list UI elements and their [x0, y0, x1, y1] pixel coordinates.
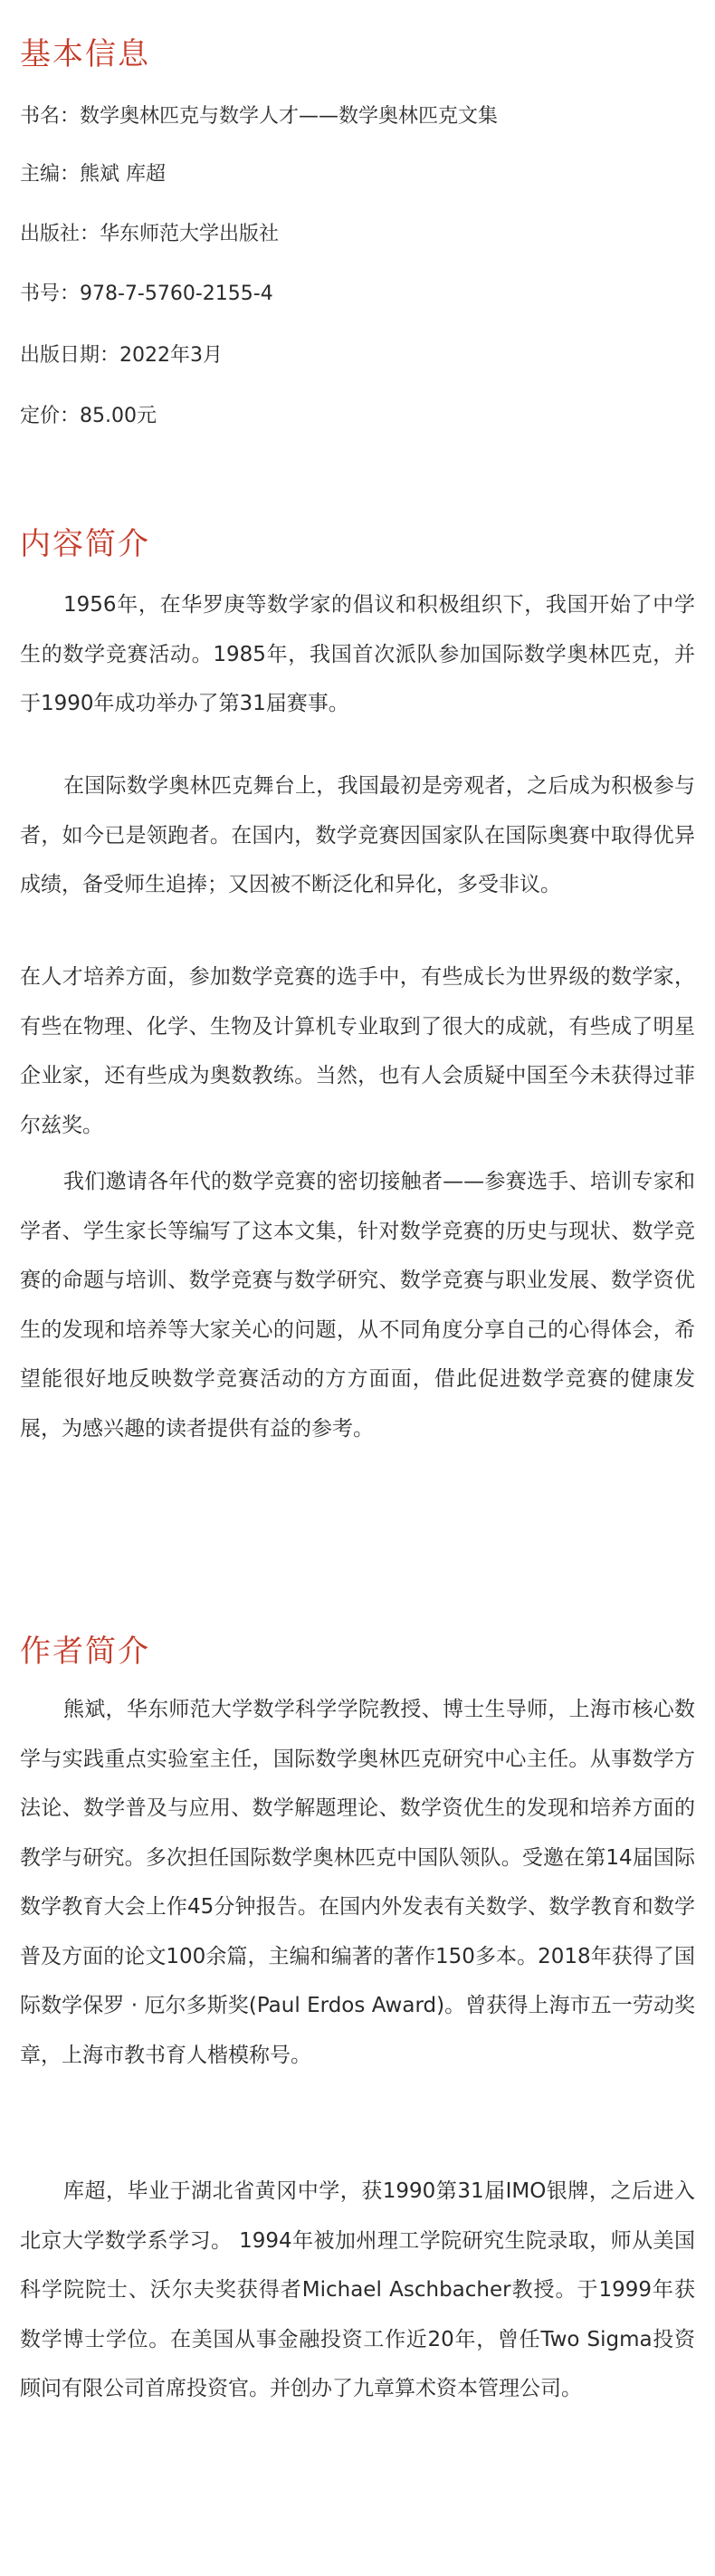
info-title: 书名：数学奥林匹克与数学人才——数学奥林匹克文集 [20, 105, 499, 128]
info-isbn: 书号：978-7-5760-2155-4 [20, 282, 273, 305]
info-editor: 主编：熊斌 库超 [20, 163, 166, 186]
summary-paragraph-2: 在国际数学奥林匹克舞台上，我国最初是旁观者，之后成为积极参与者，如今已是领跑者。在国内，数学竞赛因国家队在国际奥赛中取得优异成绩，备受师生追捧；又因被不断泛化和异化，多受非议。 [20, 774, 695, 896]
summary-heading: 内容简介 [20, 526, 150, 562]
authors-heading: 作者简介 [20, 1633, 150, 1670]
author-paragraph-2: 库超，毕业于湖北省黄冈中学，获1990第31届IMO银牌，之后进入北京大学数学系学习。 1994年被加州理工学院研究生院录取，师从美国科学院院士、沃尔夫奖获得者Michael Aschbacher教授。于1999年获数学博士学位。在美国从事金融投资工作近20年，曾任Two Sigma投资顾问有限公司首席投资官。并创办了九章算术资本管理公司。 [20, 2179, 695, 2400]
info-price: 定价：85.00元 [20, 405, 157, 427]
summary-paragraph-1: 1956年，在华罗庚等数学家的倡议和积极组织下，我国开始了中学生的数学竞赛活动。1985年，我国首次派队参加国际数学奥林匹克，并于1990年成功举办了第31届赛事。 [20, 593, 695, 715]
summary-paragraph-3: 在人才培养方面，参加数学竞赛的选手中，有些成长为世界级的数学家，有些在物理、化学、生物及计算机专业取到了很大的成就，有些成了明星企业家，还有些成为奥数教练。当然，也有人会质疑中国至今未获得过菲尔兹奖。 [20, 965, 695, 1137]
author-paragraph-1: 熊斌，华东师范大学数学科学学院教授、博士生导师，上海市核心数学与实践重点实验室主任，国际数学奥林匹克研究中心主任。从事数学方法论、数学普及与应用、数学解题理论、数学资优生的发现和培养方面的教学与研究。多次担任国际数学奥林匹克中国队领队。受邀在第14届国际数学教育大会上作45分钟报告。在国内外发表有关数学、数学教育和数学普及方面的论文100余篇，主编和编著的著作150多本。2018年获得了国际数学保罗 · 厄尔多斯奖(Paul Erdos Award)。曾获得上海市五一劳动奖章，上海市教书育人楷模称号。 [20, 1698, 695, 2067]
info-publisher: 出版社：华东师范大学出版社 [20, 223, 280, 245]
basic-info-heading: 基本信息 [20, 36, 150, 72]
summary-paragraph-4: 我们邀请各年代的数学竞赛的密切接触者——参赛选手、培训专家和学者、学生家长等编写了这本文集，针对数学竞赛的历史与现状、数学竞赛的命题与培训、数学竞赛与数学研究、数学竞赛与职业发展、数学资优生的发现和培养等大家关心的问题，从不同角度分享自己的心得体会，希望能很好地反映数学竞赛活动的方方面面，借此促进数学竞赛的健康发展，为感兴趣的读者提供有益的参考。 [20, 1170, 695, 1441]
info-publish-date: 出版日期：2022年3月 [20, 344, 223, 367]
